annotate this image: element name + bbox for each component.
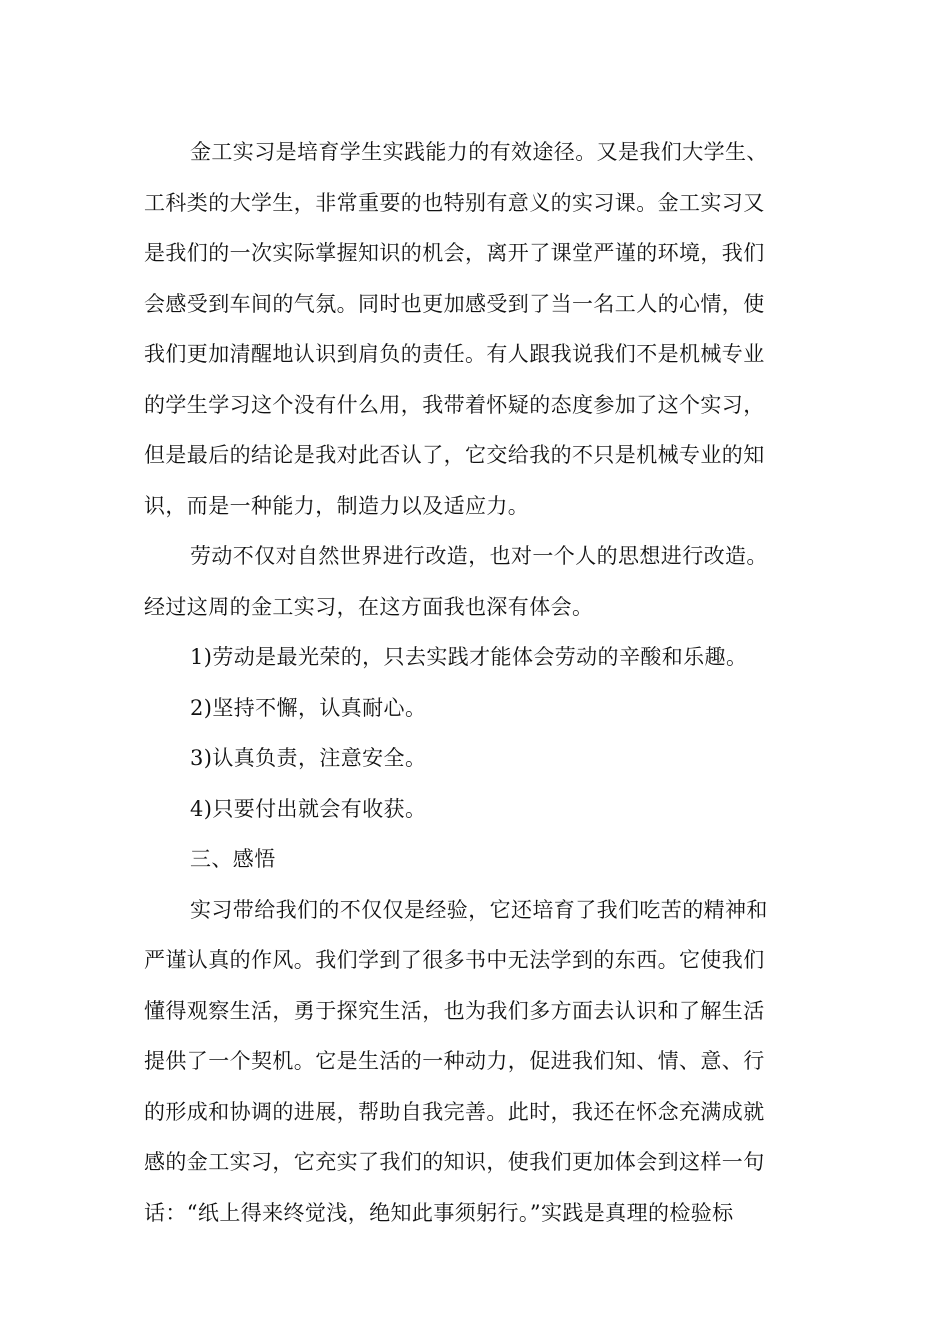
text-line: 我们更加清醒地认识到肩负的责任。有人跟我说我们不是机械专业 — [144, 342, 765, 366]
text-line: 提供了一个契机。它是生活的一种动力，促进我们知、情、意、行 — [144, 1049, 765, 1073]
text-line: 金工实习是培育学生实践能力的有效途径。又是我们大学生、 — [190, 140, 768, 164]
text-line: 的学生学习这个没有什么用，我带着怀疑的态度参加了这个实习， — [144, 392, 765, 417]
text-line: 3)认真负责，注意安全。 — [190, 746, 427, 770]
document-body — [144, 127, 806, 1238]
list-item-1 — [144, 632, 806, 683]
section-heading — [144, 834, 806, 885]
text-line: 识，而是一种能力，制造力以及适应力。 — [144, 493, 530, 518]
list-item-2 — [144, 683, 806, 734]
paragraph-2 — [144, 531, 806, 632]
text-line: 但是最后的结论是我对此否认了，它交给我的不只是机械专业的知 — [144, 443, 765, 467]
text-line: 经过这周的金工实习，在这方面我也深有体会。 — [144, 594, 594, 619]
text-line: 的形成和协调的进展，帮助自我完善。此时，我还在怀念充满成就 — [144, 1099, 765, 1124]
text-line: 劳动不仅对自然世界进行改造，也对一个人的思想进行改造。 — [190, 544, 768, 568]
text-line: 是我们的一次实际掌握知识的机会，离开了课堂严谨的环境，我们 — [144, 241, 765, 265]
text-line: 感的金工实习，它充实了我们的知识，使我们更加体会到这样一句 — [144, 1150, 765, 1174]
text-line: 4)只要付出就会有收获。 — [190, 796, 427, 821]
list-item-3 — [144, 733, 806, 784]
list-item-4 — [144, 784, 806, 835]
text-line: 工科类的大学生，非常重要的也特别有意义的实习课。金工实习又 — [144, 190, 765, 215]
text-line: 1)劳动是最光荣的，只去实践才能体会劳动的辛酸和乐趣。 — [190, 645, 748, 669]
paragraph-1 — [144, 127, 806, 531]
text-line: 实习带给我们的不仅仅是经验，它还培育了我们吃苦的精神和 — [190, 897, 768, 922]
text-line: 懂得观察生活，勇于探究生活，也为我们多方面去认识和了解生活 — [144, 998, 765, 1023]
text-line: 2)坚持不懈，认真耐心。 — [190, 695, 427, 720]
text-line: 严谨认真的作风。我们学到了很多书中无法学到的东西。它使我们 — [144, 948, 765, 972]
text-line: 会感受到车间的气氛。同时也更加感受到了当一名工人的心情，使 — [144, 291, 765, 316]
text-line: 话：“纸上得来终觉浅，绝知此事须躬行。”实践是真理的检验标 — [144, 1200, 734, 1225]
text-line: 三、感悟 — [190, 847, 276, 871]
paragraph-3 — [144, 885, 806, 1239]
